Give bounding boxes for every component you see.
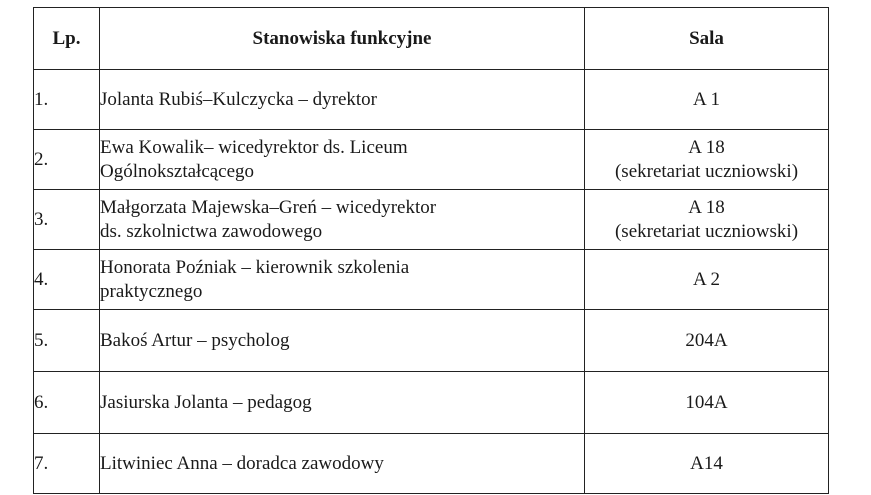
- cell-room: [585, 250, 829, 310]
- room-line: A 1: [693, 88, 720, 110]
- cell-position: [100, 250, 585, 310]
- table-row: [34, 190, 829, 250]
- table-row: [34, 372, 829, 434]
- room-note: (sekretariat uczniowski): [614, 220, 799, 242]
- cell-room: [585, 190, 829, 250]
- cell-position: [100, 70, 585, 130]
- room-note: (sekretariat uczniowski): [614, 160, 799, 182]
- position-line: Jolanta Rubiś–Kulczycka – dyrektor: [100, 88, 378, 110]
- header-lp: Lp.: [34, 8, 100, 70]
- position-line: Ewa Kowalik– wicedyrektor ds. Liceum: [100, 136, 408, 158]
- cell-lp: 7.: [34, 434, 100, 494]
- cell-room: [585, 310, 829, 372]
- header-position: Stanowiska funkcyjne: [100, 8, 585, 70]
- room-line: A 18: [688, 136, 725, 158]
- cell-position: [100, 310, 585, 372]
- table-header-row: [34, 8, 829, 70]
- table-row: [34, 434, 829, 494]
- cell-room: [585, 372, 829, 434]
- position-line: Jasiurska Jolanta – pedagog: [100, 391, 312, 413]
- position-line: Bakoś Artur – psycholog: [100, 329, 290, 351]
- position-line: praktycznego: [100, 280, 203, 302]
- cell-lp: 3.: [34, 190, 100, 250]
- cell-lp: 6.: [34, 372, 100, 434]
- cell-lp: 1.: [34, 70, 100, 130]
- table-row: [34, 70, 829, 130]
- cell-lp: 5.: [34, 310, 100, 372]
- cell-lp: 4.: [34, 250, 100, 310]
- position-line: Ogólnokształcącego: [100, 160, 255, 182]
- table-row: [34, 310, 829, 372]
- cell-position: [100, 434, 585, 494]
- room-line: A 18: [688, 196, 725, 218]
- room-line: 104A: [685, 391, 728, 413]
- cell-position: [100, 372, 585, 434]
- cell-room: [585, 130, 829, 190]
- room-line: A14: [690, 452, 723, 474]
- position-line: ds. szkolnictwa zawodowego: [100, 220, 323, 242]
- cell-lp: 2.: [34, 130, 100, 190]
- table-row: [34, 130, 829, 190]
- position-line: Litwiniec Anna – doradca zawodowy: [100, 452, 384, 474]
- cell-room: [585, 70, 829, 130]
- room-line: 204A: [685, 329, 728, 351]
- position-line: Honorata Poźniak – kierownik szkolenia: [100, 256, 410, 278]
- position-line: Małgorzata Majewska–Greń – wicedyrektor: [100, 196, 437, 218]
- room-line: A 2: [693, 268, 720, 290]
- cell-position: [100, 130, 585, 190]
- header-room: Sala: [585, 8, 829, 70]
- cell-position: [100, 190, 585, 250]
- cell-room: [585, 434, 829, 494]
- table-row: [34, 250, 829, 310]
- staff-rooms-table: [33, 7, 829, 494]
